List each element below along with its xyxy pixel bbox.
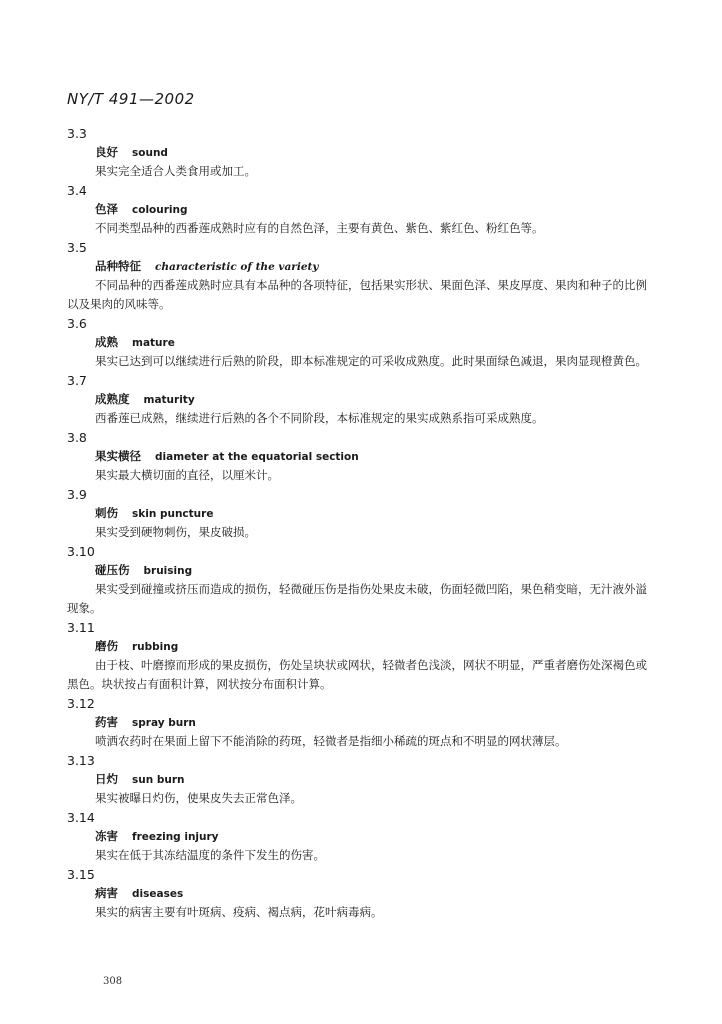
terms-list	[67, 124, 647, 922]
clause-number: 3.10	[67, 544, 95, 559]
term-chinese: 果实横径	[95, 449, 141, 463]
clause-number: 3.7	[67, 373, 87, 388]
term-english: bruising	[143, 565, 193, 577]
term-definition: 果实在低于其冻结温度的条件下发生的伤害。	[95, 848, 325, 862]
term-definition: 不同类型品种的西番莲成熟时应有的自然色泽，主要有黄色、紫色、紫红色、粉红色等。	[95, 221, 544, 235]
clause-number: 3.13	[67, 753, 95, 768]
term-definition: 果实受到硬物刺伤，果皮破损。	[95, 525, 256, 539]
term-english: spray burn	[132, 717, 196, 729]
term-definition: 果实完全适合人类食用或加工。	[95, 164, 256, 178]
term-entry	[67, 124, 647, 181]
term-heading	[67, 884, 647, 903]
term-chinese: 日灼	[95, 772, 118, 786]
term-chinese: 成熟度	[95, 392, 130, 406]
clause-number: 3.4	[67, 183, 87, 198]
term-chinese: 良好	[95, 145, 118, 159]
term-definition: 果实最大横切面的直径，以厘米计。	[95, 468, 279, 482]
clause-number: 3.6	[67, 316, 87, 331]
term-heading	[67, 257, 647, 276]
term-english: rubbing	[132, 641, 179, 653]
standard-code-header: NY/T 491—2002	[67, 90, 195, 108]
term-definition: 果实受到碰撞或挤压而造成的损伤，轻微碰压伤是指伤处果皮未破，伤面轻微凹陷，果色稍变暗，无汁液外溢现象。	[67, 582, 647, 615]
term-english: colouring	[132, 204, 188, 216]
term-chinese: 药害	[95, 715, 118, 729]
term-entry	[67, 181, 647, 238]
term-definition: 果实的病害主要有叶斑病、疫病、褐点病，花叶病毒病。	[95, 905, 383, 919]
term-english: characteristic of the variety	[155, 261, 319, 273]
term-chinese: 成熟	[95, 335, 118, 349]
term-heading	[67, 827, 647, 846]
term-heading	[67, 390, 647, 409]
term-definition: 喷洒农药时在果面上留下不能消除的药斑，轻微者是指细小稀疏的斑点和不明显的网状薄层。	[95, 734, 567, 748]
term-heading	[67, 143, 647, 162]
clause-number: 3.5	[67, 240, 87, 255]
term-heading	[67, 637, 647, 656]
term-english: sound	[132, 147, 168, 159]
clause-number: 3.3	[67, 126, 87, 141]
term-definition: 西番莲已成熟，继续进行后熟的各个不同阶段，本标准规定的果实成熟系指可采成熟度。	[95, 411, 544, 425]
clause-number: 3.11	[67, 620, 95, 635]
term-english: sun burn	[132, 774, 185, 786]
term-heading	[67, 333, 647, 352]
clause-number: 3.12	[67, 696, 95, 711]
term-heading	[67, 504, 647, 523]
term-chinese: 品种特征	[95, 259, 141, 273]
term-heading	[67, 200, 647, 219]
clause-number: 3.15	[67, 867, 95, 882]
term-english: maturity	[143, 394, 195, 406]
term-entry	[67, 371, 647, 428]
term-definition: 不同品种的西番莲成熟时应具有本品种的各项特征，包括果实形状、果面色泽、果皮厚度、果肉和种子的比例以及果肉的风味等。	[67, 278, 647, 311]
term-entry	[67, 694, 647, 751]
term-heading	[67, 713, 647, 732]
term-entry	[67, 428, 647, 485]
term-entry	[67, 751, 647, 808]
term-chinese: 磨伤	[95, 639, 118, 653]
term-chinese: 色泽	[95, 202, 118, 216]
term-definition: 果实被曝日灼伤，使果皮失去正常色泽。	[95, 791, 302, 805]
term-chinese: 刺伤	[95, 506, 118, 520]
term-entry	[67, 618, 647, 694]
term-heading	[67, 561, 647, 580]
term-chinese: 冻害	[95, 829, 118, 843]
term-definition: 果实已达到可以继续进行后熟的阶段，即本标准规定的可采收成熟度。此时果面绿色减退，果肉显现橙黄色。	[95, 354, 647, 368]
term-definition: 由于枝、叶磨擦而形成的果皮损伤，伤处呈块状或网状，轻微者色浅淡，网状不明显，严重者磨伤处深褐色或黑色。块状按占有面积计算，网状按分布面积计算。	[67, 658, 647, 691]
term-heading	[67, 447, 647, 466]
term-entry	[67, 485, 647, 542]
term-entry	[67, 865, 647, 922]
term-english: mature	[132, 337, 175, 349]
term-entry	[67, 542, 647, 618]
term-english: skin puncture	[132, 508, 214, 520]
page-number: 308	[103, 976, 123, 987]
term-entry	[67, 314, 647, 371]
clause-number: 3.8	[67, 430, 87, 445]
term-chinese: 碰压伤	[95, 563, 130, 577]
term-english: diseases	[132, 888, 184, 900]
term-english: freezing injury	[132, 831, 219, 843]
clause-number: 3.9	[67, 487, 87, 502]
term-heading	[67, 770, 647, 789]
term-chinese: 病害	[95, 886, 118, 900]
clause-number: 3.14	[67, 810, 95, 825]
term-english: diameter at the equatorial section	[155, 451, 359, 463]
term-entry	[67, 808, 647, 865]
term-entry	[67, 238, 647, 314]
